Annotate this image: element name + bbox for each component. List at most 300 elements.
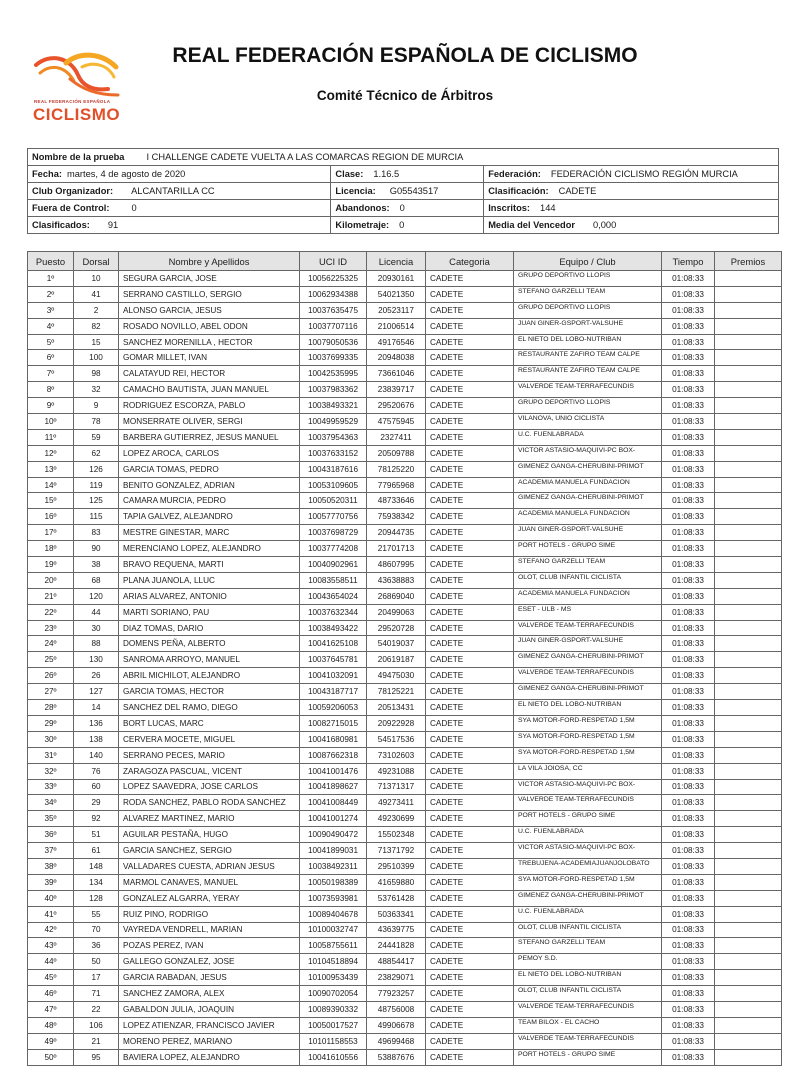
cell-licencia: 20619187 (367, 652, 426, 668)
cell-nombre: LOPEZ AROCA, CARLOS (119, 445, 300, 461)
cell-tiempo: 01:08:33 (662, 525, 715, 541)
cell-equipo: VICTOR ASTASIO-MAQUIVI-PC BOX- (514, 843, 662, 859)
inscritos-value: 144 (540, 203, 556, 213)
cell-puesto: 43º (28, 938, 74, 954)
cell-nombre: MARMOL CANAVES, MANUEL (119, 874, 300, 890)
cell-nombre: SANCHEZ ZAMORA, ALEX (119, 986, 300, 1002)
cell-uci-id: 10041032091 (300, 668, 367, 684)
cell-licencia: 23829071 (367, 970, 426, 986)
cell-puesto: 9º (28, 398, 74, 414)
cell-nombre: LOPEZ ATIENZAR, FRANCISCO JAVIER (119, 1017, 300, 1033)
cell-uci-id: 10037774208 (300, 541, 367, 557)
cell-nombre: GALLEGO GONZALEZ, JOSE (119, 954, 300, 970)
cell-equipo: VICTOR ASTASIO-MAQUIVI-PC BOX- (514, 445, 662, 461)
cell-tiempo: 01:08:33 (662, 493, 715, 509)
results-table (27, 251, 782, 1066)
cell-premios (715, 970, 782, 986)
cell-equipo: VICTOR ASTASIO-MAQUIVI-PC BOX- (514, 779, 662, 795)
cell-uci-id: 10053109605 (300, 477, 367, 493)
cell-equipo: VALVERDE TEAM-TERRAFECUNDIS (514, 1033, 662, 1049)
cell-uci-id: 10037635475 (300, 302, 367, 318)
cell-premios (715, 445, 782, 461)
licencia-cell (331, 183, 484, 200)
cell-uci-id: 10090702054 (300, 986, 367, 1002)
cell-premios (715, 1049, 782, 1065)
cell-equipo: VALVERDE TEAM-TERRAFECUNDIS (514, 795, 662, 811)
cell-dorsal: 51 (74, 827, 119, 843)
cell-dorsal: 38 (74, 557, 119, 573)
table-row (28, 986, 782, 1002)
cell-tiempo: 01:08:33 (662, 890, 715, 906)
cell-uci-id: 10038493321 (300, 398, 367, 414)
cell-dorsal: 30 (74, 620, 119, 636)
cell-puesto: 18º (28, 541, 74, 557)
cell-equipo: TEAM BILOX - EL CACHO (514, 1017, 662, 1033)
cell-dorsal: 59 (74, 429, 119, 445)
clasificacion-cell (484, 183, 779, 200)
cell-tiempo: 01:08:33 (662, 620, 715, 636)
cell-uci-id: 10041625108 (300, 636, 367, 652)
cell-licencia: 49906678 (367, 1017, 426, 1033)
cell-premios (715, 318, 782, 334)
inscritos-cell (484, 200, 779, 217)
cell-uci-id: 10083558511 (300, 572, 367, 588)
cell-premios (715, 604, 782, 620)
cell-puesto: 10º (28, 414, 74, 430)
cell-uci-id: 10043187717 (300, 684, 367, 700)
cell-tiempo: 01:08:33 (662, 843, 715, 859)
cell-nombre: SANCHEZ DEL RAMO, DIEGO (119, 700, 300, 716)
cell-equipo: PEMOY S.D. (514, 954, 662, 970)
cell-tiempo: 01:08:33 (662, 700, 715, 716)
cell-uci-id: 10073593981 (300, 890, 367, 906)
cell-nombre: RUIZ PINO, RODRIGO (119, 906, 300, 922)
cell-licencia: 20922928 (367, 715, 426, 731)
cell-nombre: MERENCIANO LOPEZ, ALEJANDRO (119, 541, 300, 557)
cell-equipo: OLOT, CLUB INFANTIL CICLISTA (514, 572, 662, 588)
federacion-label: Federación: (488, 169, 541, 179)
fecha-label: Fecha: (32, 169, 62, 179)
cell-puesto: 8º (28, 382, 74, 398)
cell-tiempo: 01:08:33 (662, 938, 715, 954)
cell-equipo: PORT HOTELS - GRUPO SIME (514, 541, 662, 557)
info-row-club (28, 183, 779, 200)
cell-dorsal: 9 (74, 398, 119, 414)
cell-uci-id: 10100032747 (300, 922, 367, 938)
prueba-value: I CHALLENGE CADETE VUELTA A LAS COMARCAS REGION DE MURCIA (146, 152, 464, 162)
cell-nombre: POZAS PEREZ, IVAN (119, 938, 300, 954)
cell-premios (715, 747, 782, 763)
table-row (28, 1001, 782, 1017)
cell-licencia: 71371317 (367, 779, 426, 795)
cell-categoria: CADETE (426, 954, 514, 970)
clasificacion-value: CADETE (558, 186, 597, 196)
cell-premios (715, 366, 782, 382)
cell-uci-id: 10037698729 (300, 525, 367, 541)
cell-uci-id: 10037645781 (300, 652, 367, 668)
cell-categoria: CADETE (426, 906, 514, 922)
cell-nombre: SERRANO CASTILLO, SERGIO (119, 286, 300, 302)
cell-categoria: CADETE (426, 302, 514, 318)
cell-dorsal: 130 (74, 652, 119, 668)
cell-nombre: LOPEZ SAAVEDRA, JOSE CARLOS (119, 779, 300, 795)
cell-uci-id: 10042535995 (300, 366, 367, 382)
cell-dorsal: 100 (74, 350, 119, 366)
cell-nombre: GABALDON JULIA, JOAQUIN (119, 1001, 300, 1017)
cell-nombre: MESTRE GINESTAR, MARC (119, 525, 300, 541)
cell-categoria: CADETE (426, 286, 514, 302)
cell-tiempo: 01:08:33 (662, 827, 715, 843)
cell-premios (715, 414, 782, 430)
cell-puesto: 49º (28, 1033, 74, 1049)
table-row (28, 763, 782, 779)
cell-licencia: 20948038 (367, 350, 426, 366)
cell-premios (715, 1033, 782, 1049)
cell-dorsal: 29 (74, 795, 119, 811)
cell-equipo: STEFANO GARZELLI TEAM (514, 286, 662, 302)
cell-categoria: CADETE (426, 572, 514, 588)
cell-categoria: CADETE (426, 350, 514, 366)
table-row (28, 874, 782, 890)
cell-premios (715, 795, 782, 811)
col-header-dorsal: Dorsal (74, 252, 119, 271)
cell-premios (715, 636, 782, 652)
cell-tiempo: 01:08:33 (662, 795, 715, 811)
cyclist-swoosh-icon (30, 45, 130, 105)
table-row (28, 827, 782, 843)
cell-dorsal: 55 (74, 906, 119, 922)
cell-uci-id: 10089404678 (300, 906, 367, 922)
cell-tiempo: 01:08:33 (662, 334, 715, 350)
cell-licencia: 29520728 (367, 620, 426, 636)
cell-tiempo: 01:08:33 (662, 461, 715, 477)
cell-nombre: GONZALEZ ALGARRA, YERAY (119, 890, 300, 906)
table-row (28, 286, 782, 302)
cell-equipo: GIMENEZ GANGA-CHERUBINI-PRIMOT (514, 890, 662, 906)
cell-nombre: ALVAREZ MARTINEZ, MARIO (119, 811, 300, 827)
cell-tiempo: 01:08:33 (662, 271, 715, 287)
cell-tiempo: 01:08:33 (662, 509, 715, 525)
cell-dorsal: 10 (74, 271, 119, 287)
cell-dorsal: 140 (74, 747, 119, 763)
cell-premios (715, 715, 782, 731)
cell-nombre: CAMACHO BAUTISTA, JUAN MANUEL (119, 382, 300, 398)
cell-tiempo: 01:08:33 (662, 652, 715, 668)
cell-uci-id: 10059206053 (300, 700, 367, 716)
cell-equipo: GIMENEZ GANGA-CHERUBINI-PRIMOT (514, 461, 662, 477)
cell-premios (715, 557, 782, 573)
cell-equipo: PORT HOTELS - GRUPO SIME (514, 1049, 662, 1065)
cell-puesto: 29º (28, 715, 74, 731)
clase-cell (331, 166, 484, 183)
cell-categoria: CADETE (426, 938, 514, 954)
cell-premios (715, 350, 782, 366)
cell-puesto: 24º (28, 636, 74, 652)
cell-dorsal: 21 (74, 1033, 119, 1049)
cell-licencia: 15502348 (367, 827, 426, 843)
cell-categoria: CADETE (426, 477, 514, 493)
media-value: 0,000 (593, 220, 617, 230)
table-row (28, 493, 782, 509)
cell-dorsal: 82 (74, 318, 119, 334)
cell-dorsal: 98 (74, 366, 119, 382)
info-row-clasificados (28, 217, 779, 234)
cell-licencia: 47575945 (367, 414, 426, 430)
cell-premios (715, 1001, 782, 1017)
cell-equipo: GIMENEZ GANGA-CHERUBINI-PRIMOT (514, 652, 662, 668)
cell-uci-id: 10062934388 (300, 286, 367, 302)
cell-equipo: STEFANO GARZELLI TEAM (514, 557, 662, 573)
cell-categoria: CADETE (426, 366, 514, 382)
cell-licencia: 75938342 (367, 509, 426, 525)
cell-uci-id: 10041008449 (300, 795, 367, 811)
cell-tiempo: 01:08:33 (662, 398, 715, 414)
cell-equipo: JUAN GINER-GSPORT-VALSUHE (514, 525, 662, 541)
table-row (28, 954, 782, 970)
cell-dorsal: 83 (74, 525, 119, 541)
federacion-cell (484, 166, 779, 183)
cell-tiempo: 01:08:33 (662, 922, 715, 938)
cell-licencia: 20509788 (367, 445, 426, 461)
cell-puesto: 47º (28, 1001, 74, 1017)
cell-licencia: 49475030 (367, 668, 426, 684)
cell-equipo: EL NIETO DEL LOBO-NUTRIBAN (514, 970, 662, 986)
cell-puesto: 37º (28, 843, 74, 859)
abandonos-cell (331, 200, 484, 217)
cell-nombre: ZARAGOZA PASCUAL, VICENT (119, 763, 300, 779)
cell-puesto: 23º (28, 620, 74, 636)
table-row (28, 334, 782, 350)
cell-dorsal: 68 (74, 572, 119, 588)
cell-licencia: 43638883 (367, 572, 426, 588)
cell-uci-id: 10050198389 (300, 874, 367, 890)
clasificados-value: 91 (107, 220, 119, 230)
cell-dorsal: 128 (74, 890, 119, 906)
cell-nombre: SANROMA ARROYO, MANUEL (119, 652, 300, 668)
cell-premios (715, 572, 782, 588)
cell-uci-id: 10037633152 (300, 445, 367, 461)
cell-equipo: GIMENEZ GANGA-CHERUBINI-PRIMOT (514, 493, 662, 509)
licencia-label: Licencia: (335, 186, 376, 196)
cell-licencia: 53761428 (367, 890, 426, 906)
cell-dorsal: 134 (74, 874, 119, 890)
cell-premios (715, 382, 782, 398)
cell-uci-id: 10057770756 (300, 509, 367, 525)
fuera-cell (28, 200, 331, 217)
cell-puesto: 4º (28, 318, 74, 334)
cell-licencia: 77965968 (367, 477, 426, 493)
cell-nombre: DOMENS PEÑA, ALBERTO (119, 636, 300, 652)
cell-uci-id: 10082715015 (300, 715, 367, 731)
cell-nombre: MONSERRATE OLIVER, SERGI (119, 414, 300, 430)
cell-licencia: 49273411 (367, 795, 426, 811)
cell-licencia: 71371792 (367, 843, 426, 859)
cell-equipo: SYA MOTOR-FORD-RESPETAD 1,5M (514, 747, 662, 763)
cell-puesto: 15º (28, 493, 74, 509)
cell-equipo: GIMENEZ GANGA-CHERUBINI-PRIMOT (514, 684, 662, 700)
cell-premios (715, 827, 782, 843)
cell-nombre: DIAZ TOMAS, DARIO (119, 620, 300, 636)
cell-licencia: 20930161 (367, 271, 426, 287)
cell-puesto: 35º (28, 811, 74, 827)
cell-dorsal: 148 (74, 858, 119, 874)
cell-equipo: SYA MOTOR-FORD-RESPETAD 1,5M (514, 715, 662, 731)
cell-puesto: 40º (28, 890, 74, 906)
cell-dorsal: 2 (74, 302, 119, 318)
cell-puesto: 42º (28, 922, 74, 938)
cell-equipo: PORT HOTELS - GRUPO SIME (514, 811, 662, 827)
cell-nombre: ROSADO NOVILLO, ABEL ODON (119, 318, 300, 334)
cell-dorsal: 36 (74, 938, 119, 954)
cell-dorsal: 15 (74, 334, 119, 350)
cell-dorsal: 70 (74, 922, 119, 938)
clasificados-label: Clasificados: (32, 220, 90, 230)
cell-tiempo: 01:08:33 (662, 541, 715, 557)
cell-categoria: CADETE (426, 509, 514, 525)
cell-categoria: CADETE (426, 652, 514, 668)
cell-tiempo: 01:08:33 (662, 954, 715, 970)
cell-tiempo: 01:08:33 (662, 779, 715, 795)
cell-licencia: 49230699 (367, 811, 426, 827)
cell-uci-id: 10038493422 (300, 620, 367, 636)
cell-licencia: 54019037 (367, 636, 426, 652)
cell-puesto: 45º (28, 970, 74, 986)
cell-uci-id: 10041001476 (300, 763, 367, 779)
cell-uci-id: 10049959529 (300, 414, 367, 430)
cell-licencia: 48733646 (367, 493, 426, 509)
cell-licencia: 73102603 (367, 747, 426, 763)
cell-nombre: RODRIGUEZ ESCORZA, PABLO (119, 398, 300, 414)
cell-nombre: BORT LUCAS, MARC (119, 715, 300, 731)
cell-equipo: VILANOVA, UNIO CICLISTA (514, 414, 662, 430)
info-row-prueba (28, 149, 779, 166)
cell-premios (715, 986, 782, 1002)
cell-premios (715, 858, 782, 874)
cell-premios (715, 509, 782, 525)
cell-nombre: GARCIA TOMAS, PEDRO (119, 461, 300, 477)
cell-puesto: 16º (28, 509, 74, 525)
cell-premios (715, 286, 782, 302)
cell-licencia: 26869040 (367, 588, 426, 604)
cell-dorsal: 127 (74, 684, 119, 700)
cell-categoria: CADETE (426, 970, 514, 986)
table-row (28, 525, 782, 541)
cell-equipo: SYA MOTOR-FORD-RESPETAD 1,5M (514, 731, 662, 747)
cell-categoria: CADETE (426, 318, 514, 334)
cell-dorsal: 22 (74, 1001, 119, 1017)
cell-tiempo: 01:08:33 (662, 286, 715, 302)
cell-licencia: 54517536 (367, 731, 426, 747)
cell-premios (715, 334, 782, 350)
cell-nombre: RODA SANCHEZ, PABLO RODA SANCHEZ (119, 795, 300, 811)
cell-dorsal: 50 (74, 954, 119, 970)
cell-categoria: CADETE (426, 715, 514, 731)
col-header-tiempo: Tiempo (662, 252, 715, 271)
cell-nombre: GARCIA SANCHEZ, SERGIO (119, 843, 300, 859)
cell-puesto: 20º (28, 572, 74, 588)
table-row (28, 684, 782, 700)
cell-equipo: LA VILA JOIOSA, CC (514, 763, 662, 779)
cell-premios (715, 398, 782, 414)
cell-nombre: MORENO PEREZ, MARIANO (119, 1033, 300, 1049)
cell-categoria: CADETE (426, 1033, 514, 1049)
cell-puesto: 19º (28, 557, 74, 573)
table-row (28, 1017, 782, 1033)
cell-dorsal: 17 (74, 970, 119, 986)
table-row (28, 795, 782, 811)
media-label: Media del Vencedor (488, 220, 575, 230)
cell-categoria: CADETE (426, 731, 514, 747)
table-row (28, 858, 782, 874)
cell-premios (715, 731, 782, 747)
cell-categoria: CADETE (426, 668, 514, 684)
cell-puesto: 11º (28, 429, 74, 445)
cell-uci-id: 10101158553 (300, 1033, 367, 1049)
cell-licencia: 48756008 (367, 1001, 426, 1017)
cell-licencia: 50363341 (367, 906, 426, 922)
cell-equipo: VALVERDE TEAM-TERRAFECUNDIS (514, 620, 662, 636)
fecha-value: martes, 4 de agosto de 2020 (66, 169, 186, 179)
cell-categoria: CADETE (426, 843, 514, 859)
cell-uci-id: 10037954363 (300, 429, 367, 445)
table-row (28, 318, 782, 334)
cell-licencia: 23839717 (367, 382, 426, 398)
club-label: Club Organizador: (32, 186, 114, 196)
clase-value: 1.16.5 (373, 169, 400, 179)
cell-premios (715, 843, 782, 859)
cell-categoria: CADETE (426, 1049, 514, 1065)
cell-tiempo: 01:08:33 (662, 986, 715, 1002)
cell-uci-id: 10037699335 (300, 350, 367, 366)
cell-licencia: 73661046 (367, 366, 426, 382)
cell-nombre: VALLADARES CUESTA, ADRIAN JESUS (119, 858, 300, 874)
abandonos-value: 0 (399, 203, 405, 213)
media-cell (484, 217, 779, 234)
cell-puesto: 12º (28, 445, 74, 461)
cell-equipo: GRUPO DEPORTIVO LLOPIS (514, 398, 662, 414)
cell-categoria: CADETE (426, 986, 514, 1002)
cell-tiempo: 01:08:33 (662, 763, 715, 779)
cell-licencia: 20499063 (367, 604, 426, 620)
col-header-equipo: Equipo / Club (514, 252, 662, 271)
table-row (28, 747, 782, 763)
km-cell (331, 217, 484, 234)
cell-nombre: ABRIL MICHILOT, ALEJANDRO (119, 668, 300, 684)
cell-nombre: BENITO GONZALEZ, ADRIAN (119, 477, 300, 493)
cell-categoria: CADETE (426, 334, 514, 350)
cell-nombre: MARTI SORIANO, PAU (119, 604, 300, 620)
cell-premios (715, 525, 782, 541)
cell-tiempo: 01:08:33 (662, 604, 715, 620)
table-row (28, 477, 782, 493)
cell-premios (715, 779, 782, 795)
cell-nombre: ALONSO GARCIA, JESUS (119, 302, 300, 318)
cell-puesto: 44º (28, 954, 74, 970)
cell-dorsal: 126 (74, 461, 119, 477)
cell-premios (715, 620, 782, 636)
cell-categoria: CADETE (426, 636, 514, 652)
cell-licencia: 29520676 (367, 398, 426, 414)
table-row (28, 572, 782, 588)
table-row (28, 429, 782, 445)
cell-dorsal: 71 (74, 986, 119, 1002)
table-row (28, 302, 782, 318)
cell-uci-id: 10100953439 (300, 970, 367, 986)
licencia-value: G05543517 (389, 186, 439, 196)
cell-puesto: 32º (28, 763, 74, 779)
cell-tiempo: 01:08:33 (662, 350, 715, 366)
table-row (28, 652, 782, 668)
